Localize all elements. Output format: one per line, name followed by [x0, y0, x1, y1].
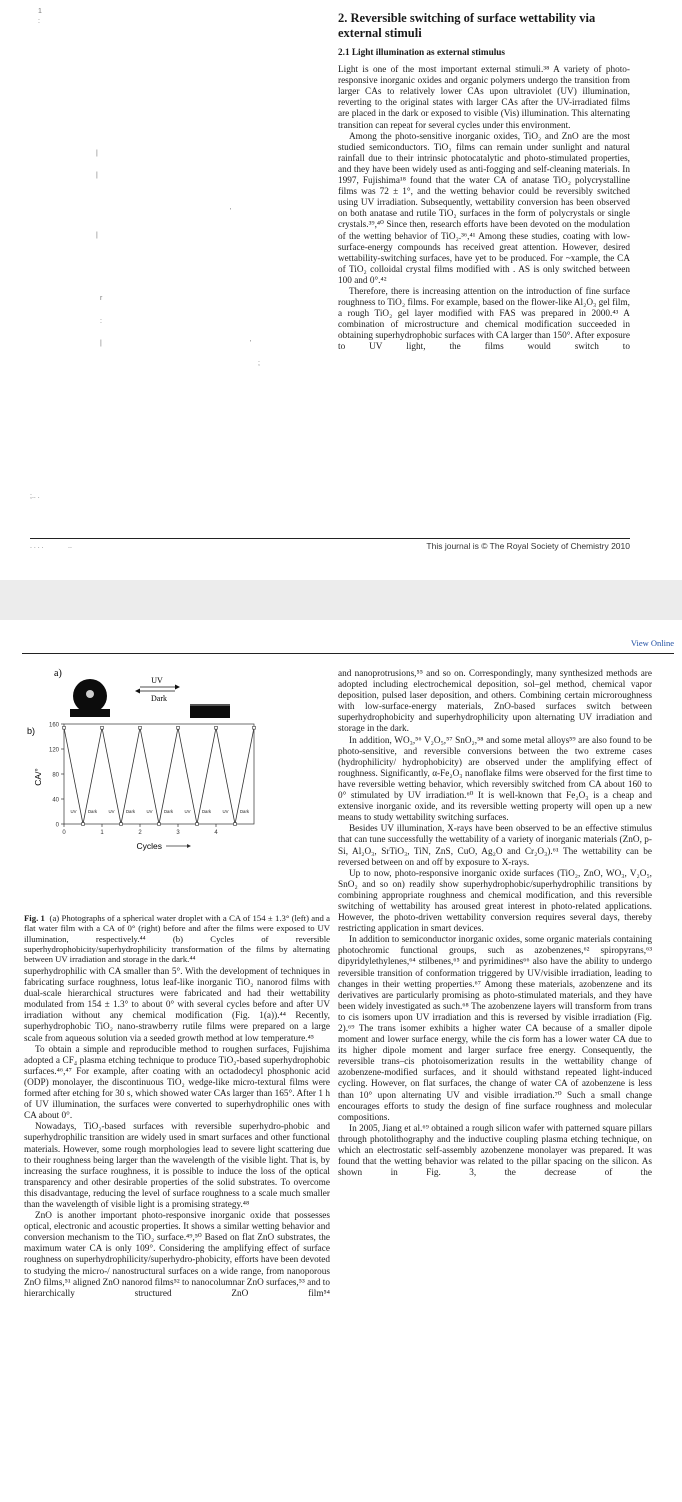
paragraph: superhydrophilic with CA smaller than 5°. With the development of techniques in fabricating surface roughness, lotus leaf-like inorganic TiO₂ nanorod films with dual-scale hierarchical structures were fabricated and had their wettability modulated from 154 ± 1.3° to about 0° with several cycles before and after UV irradiation without any chemical modification (Fig. 1(a)).⁴⁴ Recently, superhydrophobic TiO₂ nano-strawberry rutile films were prepared on a large scale from aqueous solution via a seeded growth method at low temperature.⁴⁵ [24, 967, 330, 1044]
page-2-right-column [338, 669, 652, 1179]
y-tick-label: 40 [52, 797, 59, 804]
band-label: UV [222, 808, 229, 814]
data-point [196, 823, 199, 826]
paragraph: Besides UV illumination, X-rays have been observed to be an effective stimulus that can tune successfully the wettability of a variety of inorganic materials (ZnO, p-Si, Al₂O₃, SrTiO₃, TiN, ZnS, CuO, Ag₂O and Cr₂O₃).⁶¹ The wettability can be reversed between on and off by exposure to X-rays. [338, 824, 652, 868]
data-point [82, 823, 85, 826]
x-tick-label: 1 [100, 830, 104, 836]
data-point [253, 726, 256, 729]
scan-mark: ; [258, 360, 260, 367]
data-point [158, 823, 161, 826]
caption-label: Fig. 1 [24, 913, 45, 923]
journal-footer: This journal is © The Royal Society of Chemistry 2010 [426, 541, 630, 551]
page-1-text-column [338, 11, 630, 354]
data-point [101, 726, 104, 729]
scan-mark: 1 [38, 8, 42, 15]
scan-mark: ;.. . [30, 493, 40, 500]
arrow-label-uv: UV [151, 676, 163, 685]
band-label: UV [108, 808, 115, 814]
data-point [234, 823, 237, 826]
y-tick-label: 160 [48, 722, 59, 729]
paragraph: Up to now, photo-responsive inorganic oxide surfaces (TiO₂, ZnO, WO₃, V₂O₅, SnO₂ and so on) readily show superhydrophobic/superhydrophilic transitions by combining appropriate roughness and chemical modification, and this reversible switching of wettability has aroused great interest in photo-related applications. However, the photo-driven wettability conversion requires several days, thereby restricting application in smart devices. [338, 868, 652, 935]
switch-arrows [135, 676, 180, 703]
header-rule [22, 653, 674, 654]
x-tick-label: 3 [176, 830, 180, 836]
band-label: Dark [125, 808, 136, 814]
paragraph: Among the photo-sensitive inorganic oxides, TiO₂ and ZnO are the most studied semiconductors. TiO₂ films can remain under sunlight and natural rainfall due to their intrinsic photocatalytic and photo-stimulated properties, and they have been widely used as anti-fogging and self-cleaning materials. In 1997, Fujishima¹⁸ found that the water CA of anatase TiO₂ polycrystalline films was 72 ± 1°, and the wetting behavior could be reversibly switched using UV irradiation. Subsequently, wettability conversion has been observed on both anatase and rutile TiO₂ surfaces in the form of polycrystals or single crystals.³⁹,⁴⁰ Since then, research efforts have been devoted on the modulation of the wetting behavior of TiO₂.³⁶,⁴¹ Among these studies, coating with low-surface-energy compounds has received great attention. However, desired wettability-switching surfaces, have yet to be produced. For ~xample, the CA of TiO₂ colloidal crystal films modified with . AS is only switched between 100 and 0°.⁴² [338, 131, 630, 286]
paragraph: In addition to semiconductor inorganic oxides, some organic materials containing photochromic functional groups, such as azobenzenes,⁶² spiropyrans,⁶³ dipyridylethylenes,⁶⁴ stilbenes,⁶⁵ and pyrimidines⁶⁶ also have the ability to undergo reversible transition of conformation triggered by UV/visible irradiation, leading to changes in their wetting properties.⁶⁷ Among these materials, azobenzene and its derivatives are particularly promising as photo-stimulated materials, and they have been widely investigated as such.⁶⁸ The azobenzene layers will transform from trans to cis isomers upon UV irradiation and this is reversed by visible irradiation (Fig. 2).⁶⁹ The trans isomer exhibits a higher water CA because of a smaller dipole moment and lower surface energy, while the cis form has a lower water CA due to its higher dipole moment and larger surface free energy. Consequently, the reversible trans–cis photoisomerization results in the wettability change of azobenzene-modified surfaces, and it should withstand repeated light-induced cycling. However, on flat surfaces, the change of water CA of azobenzene is less than 10° upon alternating UV and visible irradiation.⁷⁰ Such a small change encourages efforts to study the design of fine surface roughness and molecular compositions. [338, 935, 652, 1123]
data-point [120, 823, 123, 826]
data-point [139, 726, 142, 729]
band-label: Dark [163, 808, 174, 814]
band-label: UV [184, 808, 191, 814]
arrow-label-dark: Dark [151, 694, 167, 703]
paragraph: To obtain a simple and reproducible method to roughen surfaces, Fujishima adopted a CF₄ plasma etching technique to produce TiO₂-based superhydrophobic surfaces.⁴⁶,⁴⁷ For example, after coating with an octadodecyl phosphonic acid (ODP) monolayer, the discontinuous TiO₂ wedge-like micro-textural films were formed after etching for 30 s, which showed water CAs larger than 165°. After 1 h of UV illumination, the surfaces were converted to superhydrophilic ones with CA about 0°. [24, 1044, 330, 1122]
paragraph: Therefore, there is increasing attention on the introduction of fine surface roughness to TiO₂ films. For example, based on the flower-like Al₂O₃ gel film, a rough TiO₂ gel layer modified with FAS was prepared in 2000.⁴³ A combination of microstructure and chemical modification succeeded in obtaining superhydrophobic surfaces with CA larger than 150°. After exposure to UV light, the films would switch to [338, 286, 630, 353]
view-online-link[interactable]: View Online [630, 638, 674, 648]
paragraph: Light is one of the most important external stimuli.³⁸ A variety of photo-responsive inorganic oxides and organic polymers undergo the transition from larger CAs to relatively lower CAs upon ultraviolet (UV) illumination, reverting to the original states with larger CAs after the UV-irradiated films are placed in the dark or exposed to visible (Vis) illumination. This alternating transition can repeat for several cycles under this environment. [338, 65, 630, 131]
droplet-photo [70, 679, 110, 717]
panel-b-label: b) [27, 726, 36, 736]
scan-mark: r [100, 295, 103, 302]
paragraph: ZnO is another important photo-responsive inorganic oxide that possesses optical, electronic and acoustic properties. It shows a similar wetting behavior and conversion mechanism to the TiO₂ surface.⁴⁹,⁵⁰ Based on flat ZnO substrates, the maximum water CA is only 109°. Considering the amplifying effect of surface roughness on superhydrophilicity/superhydro-phobicity, efforts have been devoted to studying the micro-/ nanostructural surfaces on a wide range, from nanoporous ZnO films,⁵¹ aligned ZnO nanorod films⁵² to nanocolumnar ZnO surfaces,⁵³ and to hierarchically structured ZnO film⁵⁴ [24, 1211, 330, 1299]
page-gap [0, 580, 682, 620]
scan-mark: . . . . [30, 543, 44, 550]
y-axis-label: CA/° [33, 768, 43, 786]
x-tick-label: 0 [62, 830, 66, 836]
footer-rule [30, 538, 630, 539]
band-label: Dark [201, 808, 212, 814]
x-axis-arrowhead [187, 844, 191, 848]
x-tick-label: 2 [138, 830, 142, 836]
scan-mark: : [100, 318, 102, 325]
figure-1 [22, 662, 322, 912]
data-point [177, 726, 180, 729]
x-axis-label: Cycles [136, 841, 162, 851]
scan-mark: | [96, 232, 98, 239]
scan-mark: ' [230, 208, 232, 215]
scan-mark: : [38, 18, 40, 25]
section-title: 2. Reversible switching of surface wettability via external stimuli [338, 11, 596, 40]
chart-cycles [33, 723, 255, 852]
scan-mark: ' [250, 340, 252, 347]
scan-mark: | [96, 172, 98, 179]
figure-caption [24, 913, 330, 964]
paragraph: Nowadays, TiO₂-based surfaces with reversible superhydro-phobic and superhydrophilic transition are widely used in smart surfaces and other functional materials. However, some rough morphologies lead to severe light scattering due to their roughness being larger than the wavelength of the visible light. That is, by increasing the surface roughness, it is possible to induce the loss of the optical transparency and other desirable properties of the solid substrates. To overcome this disadvantage, reducing the level of surface roughness to a scale much smaller than the wavelength of visible light is a promising strategy.⁴⁸ [24, 1122, 330, 1210]
band-label: Dark [87, 808, 98, 814]
page-2-left-column [24, 967, 330, 1300]
band-label: UV [146, 808, 153, 814]
scan-mark: | [96, 150, 98, 157]
band-label: Dark [239, 808, 250, 814]
figure-1-graphic [22, 662, 322, 912]
panel-a-label: a) [54, 668, 62, 679]
caption-text: (a) Photographs of a spherical water droplet with a CA of 154 ± 1.3° (left) and a flat water film with a CA of 0° (right) before and after the films were exposed to UV illumination, respectively.⁴⁴ (b) Cycles of reversible superhydrophobicity/superhydrophilicity transformation of the films by alternating between UV irradiation and storage in the dark.⁴⁴ [24, 913, 331, 965]
paragraph: and nanoprotrusions,⁵⁵ and so on. Correspondingly, many synthesized methods are adopted including electrochemical deposition, sol–gel method, chemical vapor deposition, pulsed laser deposition, and others. Combining certain microroughness with low-surface-energy materials, ZnO-based surfaces switch between superhydrophobicity and superhydrophilicity upon alternating UV irradiation and storage in the dark. [338, 669, 652, 735]
paragraph: In addition, WO₃,⁵⁶ V₂O₅,⁵⁷ SnO₂,⁵⁸ and some metal alloys⁵⁹ are also found to be photo-sensitive, and reversible conversions between the two extreme cases (hydrophilicity/ hydrophobicity) are observed under the amplifying effect of roughness. Significantly, α-Fe₂O₃ nanoflake films were observed for the first time to have reversible wetting behavior, which reversibly switched from CA about 160 to 0° stimulated by UV irradiation.⁶⁰ It is well-known that Fe₂O₃ is a cheap and extensive inorganic oxide, and its reversible wetting property will open up a new means to study wettability switching surfaces. [338, 735, 652, 824]
data-point [215, 726, 218, 729]
data-point [63, 726, 66, 729]
scan-mark: .. [68, 543, 72, 550]
flat-film-photo [190, 704, 230, 718]
band-label: UV [70, 808, 77, 814]
y-tick-label: 120 [48, 747, 59, 754]
page-1 [0, 0, 682, 580]
x-tick-label: 4 [214, 830, 218, 836]
y-tick-label: 0 [55, 822, 59, 829]
page-2 [0, 620, 682, 1502]
subsection-title: 2.1 Light illumination as external stimulus [338, 48, 506, 58]
paragraph: In 2005, Jiang et al.⁶⁹ obtained a rough silicon wafer with patterned square pillars through photolithography and the inductive coupling plasma etching technique, on which an electrostatic self-assembly azobenzene monolayer was prepared. It was found that the wetting behavior was related to the pillar spacing on the silicon. As shown in Fig. 3, the decrease of the [338, 1123, 652, 1179]
y-tick-label: 80 [52, 772, 59, 779]
scan-mark: | [100, 340, 102, 347]
